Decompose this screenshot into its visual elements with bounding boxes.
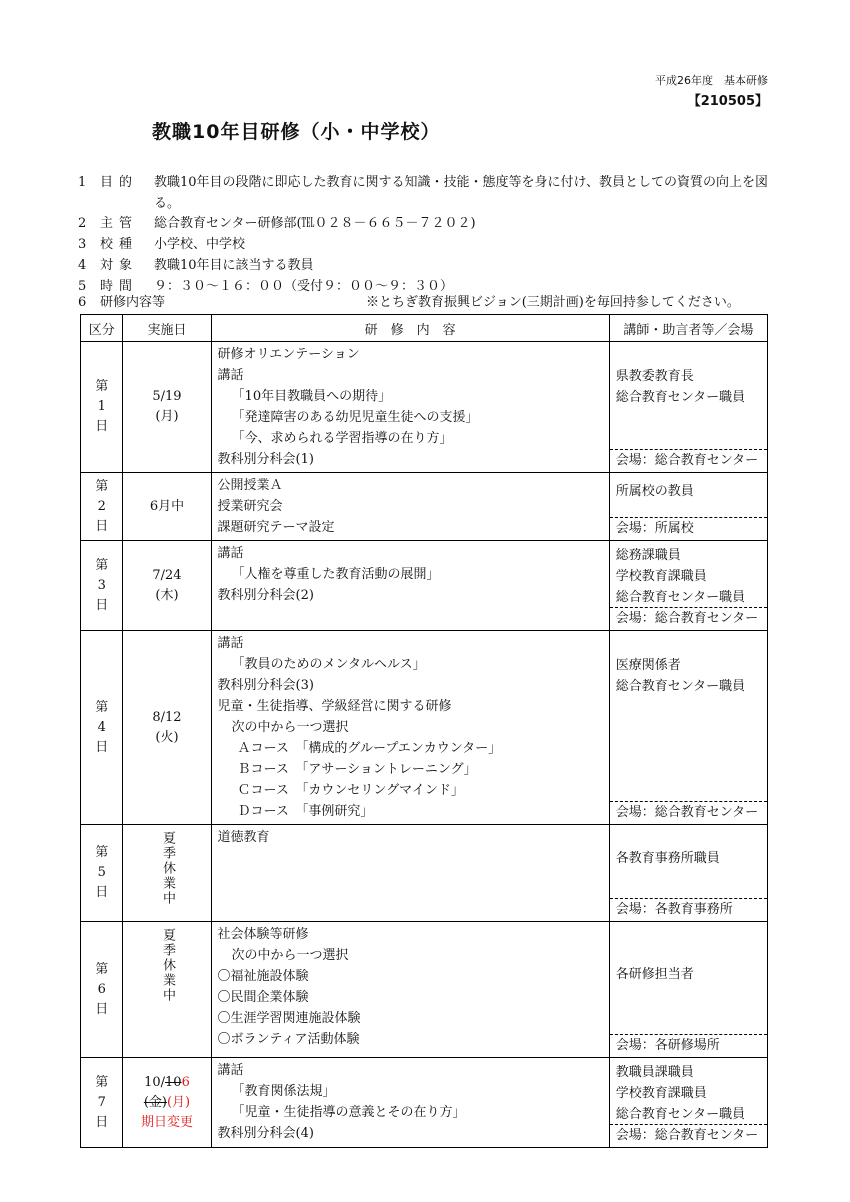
date-line: 6月中 xyxy=(149,498,185,514)
content-line: 講話 xyxy=(217,368,244,383)
content-line: 「人権を尊重した教育活動の展開」 xyxy=(231,567,440,582)
session-date xyxy=(123,342,211,473)
session-date xyxy=(123,922,211,1058)
venue-label: 会場：総合教育センター xyxy=(610,1124,767,1147)
page-title: 教職10年目研修（小・中学校） xyxy=(152,121,441,143)
day-label-char: 第 xyxy=(95,1074,109,1090)
info-num: 5 xyxy=(78,279,87,294)
content-line: 〇生涯学習関連施設体験 xyxy=(217,1011,361,1026)
content-line: 「教育関係法規」 xyxy=(231,1084,336,1099)
info-key: 対象 xyxy=(100,258,139,273)
day-label xyxy=(81,922,123,1058)
instructor-list xyxy=(610,631,767,701)
header-content: 研 修 内 容 xyxy=(211,315,609,342)
info-row-contents xyxy=(78,292,768,313)
table-row xyxy=(81,825,768,922)
session-date xyxy=(123,1058,211,1148)
content-line: 講話 xyxy=(217,636,244,651)
content-line: 「今、求められる学習指導の在り方」 xyxy=(231,431,453,446)
table-row xyxy=(81,541,768,631)
content-line: 〇民間企業体験 xyxy=(217,990,309,1005)
info-key: 時間 xyxy=(100,279,139,294)
day-label-char: 日 xyxy=(95,518,109,534)
date-line: 5/19 xyxy=(152,389,182,404)
content-line: 研修オリエンテーション xyxy=(217,347,360,362)
content-line: Ａコース 「構成的グループエンカウンター」 xyxy=(237,741,502,756)
content-line: 教科別分科会(4) xyxy=(217,1126,314,1141)
info-row xyxy=(78,172,778,214)
instructor-name: 県教委教育長 xyxy=(615,369,694,384)
content-line: 「10年目教職員への期待」 xyxy=(231,389,392,404)
session-contents xyxy=(211,541,609,631)
dow-line: (火) xyxy=(155,729,179,745)
table-row xyxy=(81,342,768,473)
content-line: 〇福祉施設体験 xyxy=(217,969,309,984)
instructor-name: 教職員課職員 xyxy=(615,1065,694,1080)
info-value: 教職10年目に該当する教員 xyxy=(154,258,314,273)
instructor-name: 医療関係者 xyxy=(615,658,681,673)
dow-old: (金) xyxy=(143,1094,167,1110)
venue-label: 会場：各研修場所 xyxy=(610,1034,767,1057)
content-line: 課題研究テーマ設定 xyxy=(217,520,335,535)
day-label-char: 日 xyxy=(95,739,109,755)
session-contents xyxy=(211,922,609,1058)
content-line: 講話 xyxy=(217,1063,244,1078)
day-label-char: 6 xyxy=(97,981,106,997)
day-label-char: 第 xyxy=(95,478,109,494)
header-date: 実施日 xyxy=(123,315,211,342)
content-line: 社会体験等研修 xyxy=(217,927,309,942)
session-contents xyxy=(211,825,609,922)
content-line: 教科別分科会(1) xyxy=(217,452,314,467)
session-date xyxy=(123,541,211,631)
content-line: 〇ボランティア活動体験 xyxy=(217,1032,360,1047)
date-line: 7/24 xyxy=(152,567,182,583)
content-line: 教科別分科会(2) xyxy=(217,588,314,603)
session-date xyxy=(123,825,211,922)
day-label-char: 2 xyxy=(97,498,106,514)
session-date xyxy=(123,473,211,541)
content-line: 「児童・生徒指導の意義とその在り方」 xyxy=(231,1105,466,1120)
date-line: 8/12 xyxy=(152,709,182,725)
info-key: 研修内容等 xyxy=(100,295,166,310)
instructors-cell xyxy=(609,825,767,922)
venue-label: 会場：各教育事務所 xyxy=(610,898,767,921)
day-label-char: 第 xyxy=(95,699,109,715)
dow-line xyxy=(123,1093,210,1113)
instructor-list xyxy=(610,922,767,989)
instructors-cell xyxy=(609,541,767,631)
dow-line: (木) xyxy=(155,587,179,603)
day-label xyxy=(81,541,123,631)
day-label-char: 日 xyxy=(95,885,109,900)
session-date xyxy=(123,631,211,825)
instructors-cell xyxy=(609,473,767,541)
header-category: 区分 xyxy=(81,315,123,342)
info-row xyxy=(78,213,476,234)
header-instructor: 講師・助言者等／会場 xyxy=(609,315,767,342)
day-label-char: 3 xyxy=(97,577,106,593)
day-label xyxy=(81,825,123,922)
content-line: 次の中から一つ選択 xyxy=(231,948,349,963)
content-line: 教科別分科会(3) xyxy=(217,678,314,693)
day-label-char: 第 xyxy=(95,961,109,977)
day-label-char: 1 xyxy=(97,399,106,414)
info-value: 小学校、中学校 xyxy=(154,237,246,252)
instructor-name: 学校教育課職員 xyxy=(615,569,707,584)
content-line: 次の中から一つ選択 xyxy=(231,720,349,735)
table-row xyxy=(81,473,768,541)
date-vertical: 夏季休業中 xyxy=(159,831,175,906)
info-value: 総合教育センター研修部(℡０２８－６６５－７２０２) xyxy=(154,216,476,231)
info-row xyxy=(78,255,314,276)
instructor-name: 学校教育課職員 xyxy=(615,1086,707,1101)
session-contents xyxy=(211,342,609,473)
date-vertical: 夏季休業中 xyxy=(159,928,175,1003)
table-header-row xyxy=(81,315,768,342)
day-label-char: 日 xyxy=(95,1001,109,1017)
venue-label: 会場：所属校 xyxy=(610,517,767,540)
date-old-prefix: 10/ xyxy=(144,1074,166,1090)
instructor-list xyxy=(610,1058,767,1129)
instructors-cell xyxy=(609,1058,767,1148)
content-line: 道徳教育 xyxy=(217,830,270,845)
day-label-char: 第 xyxy=(95,845,109,860)
info-num: 3 xyxy=(78,237,87,252)
content-line: Ｂコース 「アサーショントレーニング」 xyxy=(237,762,477,777)
session-contents xyxy=(211,1058,609,1148)
instructor-name: 所属校の教員 xyxy=(615,484,694,499)
date-new: 6 xyxy=(181,1074,190,1090)
content-line: 授業研究会 xyxy=(217,499,283,514)
table-row xyxy=(81,1058,768,1148)
info-num: 2 xyxy=(78,216,87,231)
instructor-name: 総合教育センター職員 xyxy=(615,1107,746,1122)
table-row xyxy=(81,631,768,825)
session-contents xyxy=(211,473,609,541)
info-value: 教職10年目の段階に即応した教育に関する知識・技能・態度等を身に付け、教員としての資質の向上を図る。 xyxy=(154,175,769,211)
date-old-struck: 10 xyxy=(165,1074,182,1090)
day-label-char: 日 xyxy=(95,597,109,613)
day-label-char: 第 xyxy=(95,379,109,394)
date-change-note: 期日変更 xyxy=(140,1114,193,1130)
content-line: Ｃコース 「カウンセリングマインド」 xyxy=(237,783,464,798)
day-label xyxy=(81,1058,123,1148)
instructor-name: 各研修担当者 xyxy=(615,967,694,982)
day-label xyxy=(81,473,123,541)
content-line: 講話 xyxy=(217,546,244,561)
info-num: 6 xyxy=(78,295,87,310)
date-line xyxy=(123,1073,210,1093)
venue-label: 会場：総合教育センター xyxy=(610,449,767,472)
info-key: 目的 xyxy=(100,175,139,190)
table-row xyxy=(81,922,768,1058)
bring-vision-note: ※とちぎ教育振興ビジョン(三期計画)を毎回持参してください。 xyxy=(366,295,740,310)
instructor-name: 総務課職員 xyxy=(615,548,681,563)
day-label-char: 4 xyxy=(97,719,106,735)
instructor-list xyxy=(610,342,767,412)
instructors-cell xyxy=(609,922,767,1058)
day-label xyxy=(81,342,123,473)
content-line: 児童・生徒指導、学級経営に関する研修 xyxy=(217,699,452,714)
info-key: 校種 xyxy=(100,237,139,252)
venue-label: 会場：総合教育センター xyxy=(610,801,767,824)
content-line: 公開授業Ａ xyxy=(217,478,283,493)
instructor-name: 総合教育センター職員 xyxy=(615,679,746,694)
session-contents xyxy=(211,631,609,825)
day-label-char: 日 xyxy=(95,1114,109,1130)
instructor-name: 各教育事務所職員 xyxy=(615,850,720,866)
content-line: 「発達障害のある幼児児童生徒への支援」 xyxy=(231,410,479,425)
day-label xyxy=(81,631,123,825)
info-value: ９：３０～１６：００（受付９：００～９：３０） xyxy=(154,279,454,294)
course-code: 【210505】 xyxy=(687,94,768,109)
venue-label: 会場：総合教育センター xyxy=(610,607,767,630)
info-num: 1 xyxy=(78,175,87,190)
info-key: 主管 xyxy=(100,216,139,231)
content-line: Ｄコース 「事例研究」 xyxy=(237,804,374,819)
instructors-cell xyxy=(609,631,767,825)
instructor-list xyxy=(610,541,767,612)
day-label-char: 7 xyxy=(97,1094,106,1110)
day-label-char: 日 xyxy=(95,419,109,434)
instructor-list xyxy=(610,473,767,506)
instructors-cell xyxy=(609,342,767,473)
instructor-list xyxy=(610,825,767,873)
day-label-char: 5 xyxy=(97,865,106,880)
info-num: 4 xyxy=(78,258,87,273)
schedule-table xyxy=(80,314,768,1148)
dow-new: (月) xyxy=(166,1094,191,1110)
instructor-name: 総合教育センター職員 xyxy=(615,390,746,405)
info-row xyxy=(78,234,245,255)
dow-line: (月) xyxy=(155,409,179,424)
instructor-name: 総合教育センター職員 xyxy=(615,590,746,605)
content-line: 「教員のためのメンタルヘルス」 xyxy=(231,657,426,672)
day-label-char: 第 xyxy=(95,557,109,573)
fiscal-year-line: 平成26年度 基本研修 xyxy=(655,74,768,87)
